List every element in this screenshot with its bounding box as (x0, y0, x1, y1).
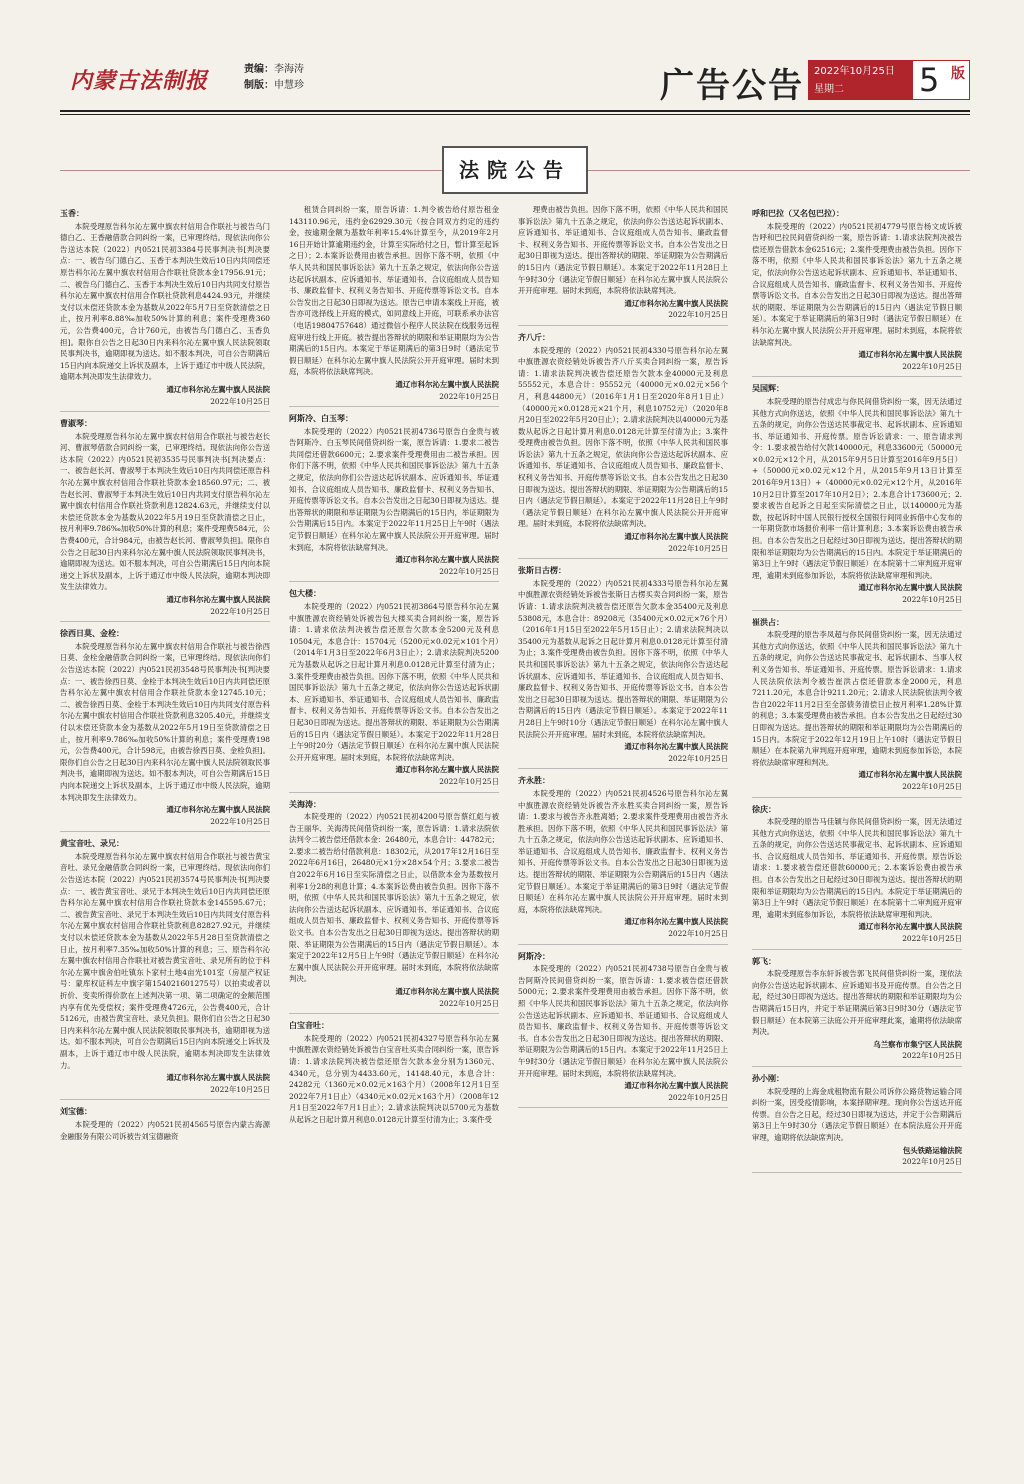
court-notice (289, 204, 499, 407)
notice-court: 通辽市科尔沁左翼中旗人民法院 (624, 298, 728, 308)
court-notice (518, 565, 728, 769)
court-notice (752, 617, 962, 798)
masthead-rule (60, 110, 970, 112)
notice-separator (752, 949, 962, 950)
notice-date: 2022年10月25日 (210, 396, 270, 406)
issue-date: 2022年10月25日 (814, 66, 895, 77)
page-suffix: 版 (951, 66, 965, 82)
notice-date: 2022年10月25日 (668, 929, 728, 939)
notice-court: 通辽市科尔沁左翼中旗人民法院 (858, 922, 962, 932)
section-title: 广告公告 (660, 66, 804, 106)
notice-court: 通辽市科尔沁左翼中旗人民法院 (395, 765, 499, 775)
column-3 (518, 204, 728, 1474)
notice-body: 租赁合同纠纷一案，原告诉请：1.判令被告给付原告租金143110.96元，违约金62929.30元（按合同双方约定的违约金，按逾期金额为基数年利率15.4%计算至今，从2019年2月16日开始计算逾期违约金，计算至实际给付之日，暂计算至起诉之日）；2.本案诉讼费用由被告承担。因你下落不明，依照《中华人民共和国民事诉讼法》第九十五条之规定，依法向你公告送达起诉状副本、应诉通知书、举证通知书、合议庭组成人员告知书、廉政监督卡、权利义务告知书、开庭传票等诉讼文书。自本公告发出之日起30日即视为送达。原告已申请本案线上开庭，被告亦可选择线上开庭的模式，如同意线上开庭，可联系承办法官（电话19804757648）通过微信小程序人民法院在线服务远程庭审进行线上开庭。被告提出答辩状的期限和举证期限均为公告期满后的15日内。本案定于举证期满后的第3日9时（遇法定节假日顺延）在科尔沁左翼中旗人民法院公开开庭审理。届时未到庭，本院将依法缺席判决。 (289, 205, 499, 377)
page-number-box (912, 60, 970, 100)
court-notice (60, 628, 270, 832)
court-notice (518, 332, 728, 559)
court-notice (60, 838, 270, 1100)
notice-date: 2022年10月25日 (902, 1157, 962, 1167)
editor-credits (244, 62, 304, 94)
notice-separator (60, 621, 270, 622)
editor-name: 李海涛 (274, 64, 304, 75)
notice-body: 本院受理的（2022）内0521民初4736号原告白金贵与被告阿斯冷、白玉琴民间借贷纠纷一案，原告诉请：1.要求二被告共同偿还借款6600元；2.要求案件受理费用由二被告承担。因你们下落不明，依照《中华人民共和国民事诉讼法》第九十五条之规定，依法向你们公告送达起诉状副本、应诉通知书、举证通知书、合议庭组成人员告知书、廉政监督卡、权利义务告知书、开庭传票等诉讼文书。自本公告发出之日起30日即视为送达。提出答辩状的期限和举证期限为公告期满后的15日内，举证期限为公告期满后15日内。本案定于2022年11月25日上午9时（遇法定节假日顺延）在科尔沁左翼中旗人民法院公开开庭审理。届时未到庭，本院将依法缺席判决。 (289, 426, 499, 552)
notice-body: 本院受理的原告付成忠与你民间借贷纠纷一案，因无法通过其他方式向你送达，依照《中华人民共和国民事诉讼法》第九十五条的规定，向你公告送达民事裁定书、起诉状副本、应诉通知书、举证通知书、开庭传票。原告诉讼请求：一、原告请求判令：1.要求被告给付欠款140000元，利息33600元（50000元×0.02元×12个月，从2015年9月5日计算至2016年9月5日）+（50000元×0.02元×12个月，从2015年9月13日计算至2016年9月13日）+（40000元×0.02元×12个月，从2016年10月2日计算至2017年10月2日）；2.本息合计173600元；2.要求被告自起诉之日起至实际清偿之日止，以140000元为基数，按起诉时中国人民银行授权全国银行间同业拆借中心发布的一年期贷款市场报价利率一倍计算利息；3.本案诉讼费由被告承担。自本公告发出之日起经过30日即视为送达。提出答辩状的期限和举证期限均为公告期满后的15日内。本院定于举证期满后的第3日上午9时（遇法定节假日顺延）在本院第十二审判庭开庭审理，逾期未到庭参加诉讼，本院将依法缺席审理和判决。 (752, 396, 962, 580)
banner-line-right (588, 170, 970, 171)
notice-separator (752, 1066, 962, 1067)
court-notice (60, 208, 270, 412)
notice-court: 通辽市科尔沁左翼中旗人民法院 (624, 742, 728, 752)
court-notice (752, 1073, 962, 1173)
court-notice (289, 799, 499, 1015)
notice-separator (518, 325, 728, 326)
notice-body: 本院受理原告李东轩诉被告郭飞民间借贷纠纷一案，现依法向你公告送达起诉状副本、应诉通知书及开庭传票。自公告之日起，经过30日即视为送达。提出答辩状的期限和举证期限均为公告期满后15日内，并定于举证期满后第3日9时30分（遇法定节假日顺延）在本院第三法庭公开开庭审理此案，逾期将依法缺席判决。 (752, 969, 962, 1037)
court-notice (752, 208, 962, 377)
column-4 (752, 204, 962, 1474)
court-notice (752, 956, 962, 1067)
court-notice (518, 775, 728, 944)
notice-separator (752, 1172, 962, 1173)
notice-date: 2022年10月25日 (668, 543, 728, 553)
notice-date: 2022年10月25日 (439, 391, 499, 401)
notice-body: 本院受理的上海金成租物流有限公司诉你公路货物运输合同纠纷一案，因受疫情影响，本案择期审理。现向你公告送达开庭传票。自公告之日起，经过30日即视为送达，并定于公告期满后第3日上午9时30分（遇法定节假日顺延）在本院法庭公开开庭审理，逾期将依法缺席判决。 (752, 1086, 962, 1142)
notice-separator (60, 831, 270, 832)
notice-body: 本院受理的（2022）内0521民初4738号原告白金贵与被告阿斯冷民间借贷纠纷一案，原告诉请：1.要求被告偿还借款5000元；2.要求案件受理费用由被告承担。因你下落不明，依照《中华人民共和国民事诉讼法》第九十五条之规定，依法向你公告送达起诉状副本、应诉通知书、举证通知书、合议庭组成人员告知书、廉政监督卡、权利义务告知书、开庭传票等诉讼文书。自本公告发出之日起30日即视为送达。提出答辩状的期限、举证期限为公告期满后的15日内。本案定于2022年11月25日上午9时30分（遇法定节假日顺延）在科尔沁左翼中旗人民法院公开开庭审理。届时未到庭，本院将依法缺席判决。 (518, 964, 728, 1078)
notice-addressee: 关海涛： (289, 799, 321, 809)
notice-date: 2022年10月25日 (902, 595, 962, 604)
notice-separator (518, 944, 728, 945)
notice-body: 本院受理的原告李凤超与你民间借贷纠纷一案，因无法通过其他方式向你送达，依照《中华人民共和国民事诉讼法》第九十五条的规定，向你公告送达民事裁定书、起诉状副本、当事人权利义务告知书、举证通知书、开庭传票。原告诉讼请求：1.请求人民法院依法判令被告崔洪占偿还借款本金2000元，利息7211.20元，本息合计9211.20元；2.请求人民法院依法判令被告自2022年11月2日至全部债务清偿日止按月利率1.28%计算的利息；3.本案受理费由被告承担。自本公告发出之日起经过30日即视为送达。提出答辩状的期限和举证期限均为公告期满后的15日内。本院定于2022年12月19日上午10时（遇法定节假日顺延）在本院第九审判庭开庭审理，逾期未到庭参加诉讼，本院将依法缺席审理和判决。 (752, 630, 962, 767)
masthead (60, 56, 970, 108)
notice-addressee: 齐永胜： (518, 776, 550, 786)
notice-separator (60, 411, 270, 412)
notice-court: 通辽市科尔沁左翼中旗人民法院 (858, 583, 962, 593)
court-notice (518, 204, 728, 326)
newspaper-logo: 内蒙古法制报 (70, 68, 209, 94)
notice-body: 本院受理原告科尔沁左翼中旗农村信用合作联社与被告徐西日莫、金栓金融借款合同纠纷一案，已审理终结。现依法向你们公告送达本院（2022）内0521民初3548号民事判决书[判决要点：一、被告徐西日莫、金栓于本判决生效后10日内共同偿还原告科尔沁左翼中旗农村信用合作联社贷款本金12745.10元；二、被告徐西日莫、金栓于本判决生效后10日内共同支付原告科尔沁左翼中旗农村信用合作联社贷款利息3205.40元，并继续支付以未偿还贷款本金为基数从2022年5月19日至贷款清偿之日止，按月利率9.786‰加收50%计算的利息；案件受理费198元，公告费400元，合计598元，由被告徐西日莫、金栓负担]。限你们自公告之日起30日内来科尔沁左翼中旗人民法院领取民事判决书，逾期即视为送达。如不服本判决，可自公告期满后15日内向本院递交上诉状及副本，上诉于通辽市中级人民法院，逾期本判决即发生法律效力。 (60, 641, 270, 802)
notice-date: 2022年10月25日 (668, 753, 728, 763)
court-notice (289, 413, 499, 582)
notice-court: 乌兰察布市集宁区人民法院 (873, 1039, 962, 1049)
page-number: 5 (919, 61, 940, 99)
notice-date: 2022年10月25日 (210, 606, 270, 616)
notice-addressee: 徐庆： (752, 804, 776, 814)
court-notice (752, 383, 962, 610)
notice-separator (289, 406, 499, 407)
notice-court: 通辽市科尔沁左翼中旗人民法院 (624, 917, 728, 927)
notice-separator (752, 610, 962, 611)
notice-addressee: 包大楼： (289, 589, 321, 599)
banner-area (60, 140, 970, 204)
notice-body: 本院受理的（2022）内0521民初4779号原告杨文成诉被告呼和巴拉民间借贷纠纷一案，原告诉请：1.请求法院判决被告偿还原告借款本金62516元；2.案件受理费由被告负担。因你下落不明，依照《中华人民共和国民事诉讼法》第九十五条之规定，依法向你公告送达起诉状副本、应诉通知书、举证通知书、合议庭组成人员告知书、廉政监督卡、权利义务告知书、开庭传票等诉讼文书。自本公告发出之日起30日即视为送达。提出答辩状的期限、举证期限为公告期满后的15日内（遇法定节假日顺延）。本案定于举证期满后的第3日9时（遇法定节假日顺延）在科尔沁左翼中旗人民法院公开开庭审理。届时未到庭，本院将依法缺席判决。 (752, 221, 962, 347)
editor-label: 责编： (244, 64, 274, 75)
court-notice (289, 588, 499, 792)
notice-addressee: 玉香： (60, 209, 84, 218)
notice-separator (289, 1013, 499, 1014)
notice-separator (289, 581, 499, 582)
notice-addressee: 郭飞： (752, 956, 776, 966)
notice-court: 通辽市科尔沁左翼中旗人民法院 (166, 595, 270, 604)
notice-addressee: 曹淑琴： (60, 419, 92, 429)
notice-separator (752, 376, 962, 377)
notice-court: 通辽市科尔沁左翼中旗人民法院 (395, 379, 499, 389)
notice-date: 2022年10月25日 (668, 1092, 728, 1102)
notice-court: 通辽市科尔沁左翼中旗人民法院 (858, 770, 962, 780)
notice-addressee: 黄宝音吐、录兄： (60, 839, 124, 849)
notice-body: 本院受理原告科尔沁左翼中旗农村信用合作联社与被告黄宝音吐、录兄金融借款合同纠纷一案，已审理终结。现依法向你们公告送达本院（2022）内0521民初3574号民事判决书[判决要点：一、被告黄宝音吐、录兄于本判决生效后10日内共同偿还原告科尔沁左翼中旗农村信用合作联社贷款本金145595.67元；二、被告黄宝音吐、录兄于本判决生效后10日内共同支付原告科尔沁左翼中旗农村信用合作联社贷款利息82827.92元，并继续支付以未偿还贷款本金为基数从2022年5月28日至贷款清偿之日止，按月利率7.35‰加收50%计算的利息；三、原告科尔沁左翼中旗农村信用合作联社对被告黄宝音吐、录兄所有的位于科尔沁左翼中旗舍伯吐镇东卜家村土地4亩光101室（房屋产权证号：蒙库权证科左中旗字第154021601275号）以拍卖或者以折价、变卖所得价款在上述判决第一项、第二项确定的金额范围内享有优先受偿权；案件受理费4726元，公告费400元，合计5126元，由被告黄宝音吐、录兄负担]。限你们自公告之日起30日内来科尔沁左翼中旗人民法院领取民事判决书，逾期即视为送达。如不服本判决，可自公告期满后15日内向本院递交上诉状及副本，上诉于通辽市中级人民法院，逾期本判决即发生法律效力。 (60, 851, 270, 1070)
notice-body: 本院受理原告科尔沁左翼中旗农村信用合作联社与被告赵长河、曹淑琴借款合同纠纷一案，已审理终结。现依法向你公告送达本院（2022）内0521民初3535号民事判决书[判决要点：一、被告赵长河、曹淑琴于本判决生效后10日内共同偿还原告科尔沁左翼中旗农村信用合作联社贷款本金18560.97元；二、被告赵长河、曹淑琴于本判决生效后10日内共同支付原告科尔沁左翼中旗农村信用合作联社贷款利息12824.63元，并继续支付以未偿还贷款本金为基数从2022年5月19日至贷款清偿之日止，按月利率9.786‰加收50%计算的利息；案件受理费584元，公告费400元，合计984元，由被告赵长河、曹淑琴负担]。限你自公告之日起30日内来科尔沁左翼中旗人民法院领取民事判决书，逾期即视为送达。如不服本判决，可自公告期满后15日内向本院递交上诉状及副本，上诉于通辽市中级人民法院，逾期本判决即发生法律效力。 (60, 431, 270, 592)
court-notice (60, 418, 270, 622)
notice-body: 本院受理的（2022）内0521民初4526号原告科尔沁左翼中旗胜源农资经销处诉被告齐永胜买卖合同纠纷一案，原告诉请：1.要求与被告齐永胜离婚；2.要求案件受理费用由被告齐永胜承担。因你下落不明，依照《中华人民共和国民事诉讼法》第九十五条之规定，依法向你公告送达起诉状副本、应诉通知书、举证通知书、合议庭组成人员告知书、廉政监督卡、权利义务告知书、开庭传票等诉讼文书。自本公告发出之日起30日即视为送达。提出答辩状的期限、举证期限为公告期满后的15日内（遇法定节假日顺延）。本案定于举证期满后的第3日9时（遇法定节假日顺延）在科尔沁左翼中旗人民法院公开开庭审理。届时未到庭，本院将依法缺席判决。 (518, 788, 728, 914)
notice-body: 本院受理的（2022）内0521民初3864号原告科尔沁左翼中旗胜源农资经销处诉被告包大楼买卖合同纠纷一案，原告诉请：1.请求依法判决被告偿还原告欠款本金5200元及利息10504元，本息合计：15704元（5200元×0.02元×101个月）（2014年1月3日至2022年6月3日止）；2.请求法院判决5200元为基数从起诉之日起计算月利息0.0128元计算至付清为止；3.案件受理费由被告负担。因你下落不明，依照《中华人民共和国民事诉讼法》第九十五条之规定，依法向你公告送达起诉状副本、应诉通知书、举证通知书、合议庭组成人员告知书、廉政监督卡、权利义务告知书、开庭传票等诉讼文书。自本公告发出之日起30日即视为送达。提出答辩状的期限、举证期限为公告期满后的15日内（遇法定节假日顺延）。本案定于2022年11月28日上午9时20分（遇法定节假日顺延）在科尔沁左翼中旗人民法院公开开庭审理。届时未到庭，本院将依法缺席判决。 (289, 602, 499, 762)
notice-date: 2022年10月25日 (902, 1051, 962, 1061)
notice-addressee: 阿斯冷： (518, 951, 550, 961)
notice-separator (518, 768, 728, 769)
notice-date: 2022年10月25日 (210, 816, 270, 826)
notice-court: 通辽市科尔沁左翼中旗人民法院 (166, 805, 270, 815)
notice-body: 理费由被告负担。因你下落不明，依照《中华人民共和国民事诉讼法》第九十五条之规定，依法向你公告送达起诉状副本、应诉通知书、举证通知书、合议庭组成人员告知书、廉政监督卡、权利义务告知书、开庭传票等诉讼文书。自本公告发出之日起30日即视为送达。提出答辩状的期限、举证期限为公告期满后的15日内（遇法定节假日顺延）。本案定于2022年11月28日上午9时30分（遇法定节假日顺延）在科尔沁左翼中旗人民法院公开开庭审理。届时未到庭，本院将依法缺席判决。 (518, 205, 728, 296)
producer-label: 制版： (244, 80, 274, 91)
notice-body: 本院受理的（2022）内0521民初4327号原告科尔沁左翼中旗胜源农资经销处诉被告白宝音吐买卖合同纠纷一案，原告诉请：1.请求法院判决被告偿还原告欠款本金分别为1360元、4340元，总分别为4433.60元，14148.40元，本息合计：24282元（1360元×0.02元×163个月）（2008年12月1日至2022年7月1日止）（4340元×0.02元×163个月）（2008年12月1日至2022年7月1日止）；2.请求法院判决以5700元为基数从起诉之日起计算月利息0.0128元计算至付清为止；3.案件受 (289, 1033, 499, 1124)
notice-court: 通辽市科尔沁左翼中旗人民法院 (395, 987, 499, 996)
notice-date: 2022年10月25日 (439, 776, 499, 786)
notice-date: 2022年10月25日 (902, 781, 962, 791)
court-notice-banner: 法院公告 (442, 146, 588, 194)
notice-addressee: 崔洪占： (752, 617, 784, 627)
notice-separator (289, 792, 499, 793)
notice-date: 2022年10月25日 (439, 566, 499, 576)
notice-court: 通辽市科尔沁左翼中旗人民法院 (395, 555, 499, 565)
court-notice (752, 804, 962, 950)
notice-body: 本院受理的（2022）内0521民初4200号原告蔡红彪与被告王丽华、关海涛民间借贷纠纷一案，原告诉请：1.请求法院依法判令二被告偿还借款本金：26480元，本息合计：44782元；2.要求二被告给付借款利息：18302元，从2017年12月16日至2022年6月16日，26480元×1分×28×54个月；3.要求二被告自2022年6月16日至实际清偿之日止，以借款本金为基数按月利率1分28的利息计算；4.本案诉讼费由被告负担。因你下落不明，依照《中华人民共和国民事诉讼法》第九十五条之规定，依法向你公告送达起诉状副本、应诉通知书、举证通知书、合议庭组成人员告知书、廉政监督卡、权利义务告知书、开庭传票等诉讼文书。自本公告发出之日起30日即视为送达。提出答辩状的期限、举证期限为公告期满后的15日内（遇法定节假日顺延）。本案定于2022年12月5日上午9时（遇法定节假日顺延）在科尔沁左翼中旗人民法院公开开庭审理。届时未到庭，本院将依法缺席判决。 (289, 812, 499, 984)
issue-weekday: 星期二 (814, 84, 844, 95)
notice-date: 2022年10月25日 (210, 1084, 270, 1094)
notice-addressee: 刘宝德： (60, 1107, 92, 1117)
notice-addressee: 孙小刚： (752, 1073, 784, 1083)
notice-addressee: 阿斯冷、白玉琴： (289, 414, 353, 424)
notice-addressee: 白宝音吐： (289, 1021, 329, 1031)
notice-court: 包头铁路运输法院 (902, 1145, 962, 1155)
banner-line-left (60, 170, 442, 171)
notice-addressee: 吴国辉： (752, 384, 784, 394)
issue-date-box (808, 60, 912, 100)
notice-body: 本院受理的（2022）内0521民初4333号原告科尔沁左翼中旗胜源农资经销处诉被告张斯日古楞买卖合同纠纷一案，原告诉请：1.请求法院判决被告偿还原告欠款本金35400元及利息53808元，本息合计：89208元（35400元×0.02元×76个月）（2016年1月15日至2022年5月15日止）；2.请求法院判决以35400元为基数从起诉之日起计算月利息0.0128元计算至付清为止；3.案件受理费由被告负担。因你下落不明，依照《中华人民共和国民事诉讼法》第九十五条之规定，依法向你公告送达起诉状副本、应诉通知书、举证通知书、合议庭组成人员告知书、廉政监督卡、权利义务告知书、开庭传票等诉讼文书。自本公告发出之日起30日即视为送达。提出答辩状的期限、举证期限为公告期满后的15日内（遇法定节假日顺延）。本案定于2022年11月28日上午9时10分（遇法定节假日顺延）在科尔沁左翼中旗人民法院公开开庭审理。届时未到庭，本院将依法缺席判决。 (518, 578, 728, 739)
notice-addressee: 呼和巴拉（又名包巴拉）： (752, 209, 844, 218)
notice-court: 通辽市科尔沁左翼中旗人民法院 (858, 350, 962, 360)
column-2 (289, 204, 499, 1474)
notice-court: 通辽市科尔沁左翼中旗人民法院 (624, 532, 728, 542)
notice-body: 本院受理原告科尔沁左翼中旗农村信用合作联社与被告乌门德白乙、王香融借款合同纠纷一案，已审理终结。现依法向你公告送达本院（2022）内0521民初3384号民事判决书[判决要点：一、被告乌门德白乙、玉香于本判决生效后10日内共同偿还原告科尔沁左翼中旗农村信用合作联社贷款本金17956.91元；二、被告乌门德白乙、玉香于本判决生效后10日内共同支付原告科尔沁左翼中旗农村信用合作联社贷款利息4424.93元，并继续支付以未偿还贷款本金为基数从2022年5月7日至贷款清偿之日止，按月利率8.88‰加收50%计算的利息；案件受理费360元，公告费400元，合计760元，由被告乌门德白乙、玉香负担]。限你自公告之日起30日内来科尔沁左翼中旗人民法院领取民事判决书，逾期即视为送达。如不服本判决，可自公告期满后15日内向本院递交上诉状及副本，上诉于通辽市中级人民法院，逾期本判决即发生法律效力。 (60, 221, 270, 382)
column-1 (60, 204, 270, 1474)
notice-court: 通辽市科尔沁左翼中旗人民法院 (166, 1073, 270, 1083)
court-notice (60, 1106, 270, 1142)
notice-date: 2022年10月25日 (668, 310, 728, 320)
notice-addressee: 张斯日古楞： (518, 566, 566, 576)
notice-court: 通辽市科尔沁左翼中旗人民法院 (166, 384, 270, 394)
notice-separator (518, 558, 728, 559)
notice-date: 2022年10月25日 (902, 934, 962, 944)
notice-separator (518, 1107, 728, 1108)
notice-body: 本院受理的原告马佳颖与你民间借贷纠纷一案，因无法通过其他方式向你送达，依照《中华人民共和国民事诉讼法》第九十五条的规定，向你公告送达民事裁定书、起诉状副本、应诉通知书、合议庭组成人员告知书、举证通知书、开庭传票。原告诉讼请求：1.要求被告偿还借款60000元；2.本案诉讼费由被告承担。自本公告发出之日起经过30日即视为送达。提出答辩状的期限和举证期限均为公告期满后的15日内。本院定于举证期满后的第3日上午9时（遇法定节假日顺延）在本院第十二审判庭开庭审理，逾期未到庭参加诉讼，本院将依法缺席审理和判决。 (752, 817, 962, 919)
court-notice (289, 1020, 499, 1125)
notice-separator (60, 1099, 270, 1100)
masthead-rule-thin (60, 114, 970, 115)
notice-body: 本院受理的（2022）内0521民初4330号原告科尔沁左翼中旗胜源农资经销处诉被告齐八斤买卖合同纠纷一案，原告诉请：1.请求法院判决被告偿还原告欠款本金40000元及利息55552元，本息合计：95552元（40000元×0.02元×56个月，利息44800元）（2016年1月1日至2020年8月1日止）（40000元×0.0128元×21个月，利息10752元）（2020年8月20日至2022年5月20日止）；2.请求法院判决以40000元为基数从起诉之日起计算月利息0.0128元计算至付清为止；3.案件受理费由被告负担。因你下落不明，依照《中华人民共和国民事诉讼法》第九十五条之规定，依法向你公告送达起诉状副本、应诉通知书、举证通知书、合议庭组成人员告知书、廉政监督卡、权利义务告知书、开庭传票等诉讼文书。自本公告发出之日起30日即视为送达。提出答辩状的期限、举证期限为公告期满后的15日内（遇法定节假日顺延）。本案定于2022年11月28日上午9时（遇法定节假日顺延）在科尔沁左翼中旗人民法院公开开庭审理。届时未到庭，本院将依法缺席判决。 (518, 345, 728, 529)
notice-date: 2022年10月25日 (439, 998, 499, 1008)
notice-date: 2022年10月25日 (902, 361, 962, 371)
notice-addressee: 齐八斤： (518, 332, 550, 342)
notice-body: 本院受理的（2022）内0521民初4565号原告内蒙古海源金融服务有限公司诉被告刘宝德融资 (60, 1119, 270, 1141)
producer-name: 申慧珍 (274, 80, 304, 91)
notice-separator (752, 797, 962, 798)
court-notice (518, 951, 728, 1109)
notice-addressee: 徐西日莫、金栓： (60, 629, 124, 639)
notice-court: 通辽市科尔沁左翼中旗人民法院 (624, 1081, 728, 1091)
